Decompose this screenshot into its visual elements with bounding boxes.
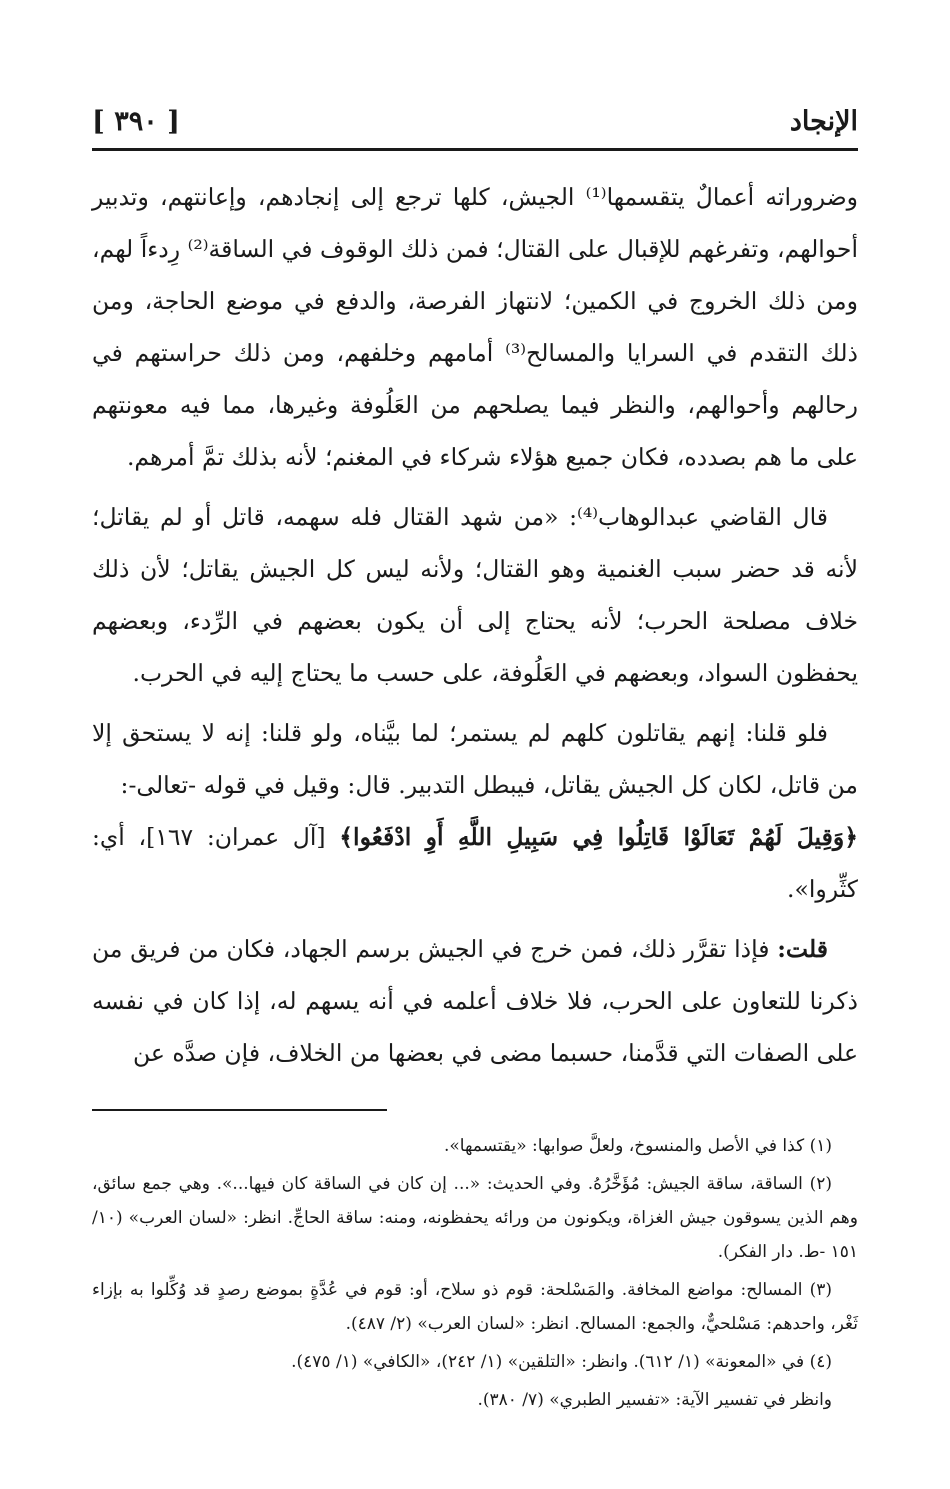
footnotes: [92, 1129, 858, 1417]
footnote-2: (٢) الساقة، ساقة الجيش: مُؤَخَّرُهُ. وفي الحديث: «... إن كان في الساقة كان فيها...». وهي جمع سائق، وهم الذين يسوقون جيش الغزاة، ويكونون من ورائه يحفظونه، ومنه: ساقة الحاجِّ. انظر: «لسان العرب» (١٠/ ١٥١ -ط. دار الفكر).: [92, 1174, 858, 1262]
paragraph-2: قال القاضي عبدالوهاب⁽⁴⁾: «من شهد القتال فله سهمه، قاتل أو لم يقاتل؛ لأنه قد حضر سبب الغنمية وهو القتال؛ ولأنه ليس كل الجيش يقاتل؛ لأن ذلك خلاف مصلحة الحرب؛ لأنه يحتاج إلى أن يكون بعضهم في الرِّدء، وبعضهم يحفظون السواد، وبعضهم في العَلُوفة، على حسب ما يحتاج إليه في الحرب.: [92, 503, 858, 687]
paragraph-1: وضروراته أعمالٌ يتقسمها⁽¹⁾ الجيش، كلها ترجع إلى إنجادهم، وإعانتهم، وتدبير أحوالهم، وتفرغهم للإقبال على القتال؛ فمن ذلك الوقوف في الساقة⁽²⁾ رِدءاً لهم، ومن ذلك الخروج في الكمين؛ لانتهاز الفرصة، والدفع في موضع الحاجة، ومن ذلك التقدم في السرايا والمسالح⁽³⁾ أمامهم وخلفهم، ومن ذلك حراستهم في رحالهم وأحوالهم، والنظر فيما يصلحهم من العَلُوفة وغيرها، مما فيه معونتهم على ما هم بصدده، فكان جميع هؤلاء شركاء في المغنم؛ لأنه بذلك تمَّ أمرهم.: [92, 183, 858, 471]
paragraph-4-text: فإذا تقرَّر ذلك، فمن خرج في الجيش برسم الجهاد، فكان من فريق من ذكرنا للتعاون على الحرب، فلا خلاف أعلمه في أنه يسهم له، إذا كان في نفسه على الصفات التي قدَّمنا، حسبما مضى في بعضها من الخلاف، فإن صدَّه عن: [92, 935, 858, 1067]
quran-citation: [آل عمران: ١٦٧]، أي: كثِّروا».: [92, 823, 858, 903]
page-number: [ ٣٩٠ ]: [92, 106, 180, 137]
book-page: [92, 100, 858, 1421]
page-header: [92, 100, 858, 151]
quran-verse: ﴿وَقِيلَ لَهُمْ تَعَالَوْا قَاتِلُوا فِي سَبِيلِ اللَّهِ أَوِ ادْفَعُوا﴾: [339, 823, 858, 851]
running-title: الإنجاد: [789, 106, 858, 137]
paragraph-4: [92, 923, 858, 1079]
footnote-3: (٣) المسالح: مواضع المخافة. والمَسْلحة: قوم ذو سلاح، أو: قوم في عُدَّةٍ بموضع رصدٍ قد وُكِّلوا به بإزاء ثَغْر، واحدهم: مَسْلحيٌّ، والجمع: المسالح. انظر: «لسان العرب» (٢/ ٤٨٧).: [92, 1280, 858, 1334]
main-text: [92, 171, 858, 1079]
paragraph-3: [92, 707, 858, 915]
paragraph-3-text: فلو قلنا: إنهم يقاتلون كلهم لم يستمر؛ لما بيَّناه، ولو قلنا: إنه لا يستحق إلا من قاتل، لكان كل الجيش يقاتل، فيبطل التدبير. قال: وقيل في قوله -تعالى-:: [92, 719, 858, 799]
qultu-label: قلت:: [777, 935, 828, 963]
footnote-1: (١) كذا في الأصل والمنسوخ، ولعلَّ صوابها: «يقتسمها».: [443, 1136, 832, 1156]
footnote-5: وانظر في تفسير الآية: «تفسير الطبري» (٧/ ٣٨٠).: [477, 1390, 832, 1410]
footnote-separator: [92, 1109, 387, 1111]
footnote-4: (٤) في «المعونة» (١/ ٦١٢). وانظر: «التلقين» (١/ ٢٤٢)، «الكافي» (١/ ٤٧٥).: [291, 1352, 832, 1372]
